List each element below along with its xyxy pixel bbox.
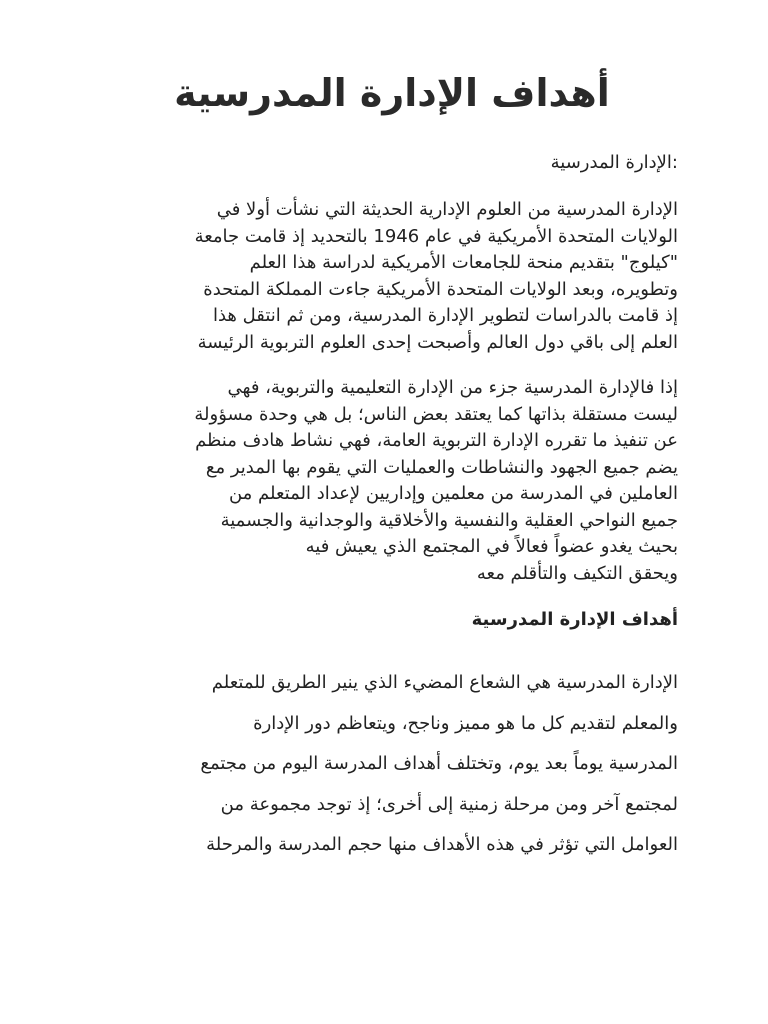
text-line: العوامل التي تؤثر في هذه الأهداف منها حجم المدرسة والمرحلة bbox=[206, 834, 678, 855]
text-line: "كيلوج" بتقديم منحة للجامعات الأمريكية لدراسة هذا العلم bbox=[249, 252, 678, 273]
text-line: الإدارة المدرسية هي الشعاع المضيء الذي ينير الطريق للمتعلم bbox=[211, 672, 678, 693]
text-line: الولايات المتحدة الأمريكية في عام 1946 بالتحديد إذ قامت جامعة bbox=[194, 225, 678, 247]
text-line: الإدارة المدرسية من العلوم الإدارية الحديثة التي نشأت أولا في bbox=[216, 199, 678, 220]
text-line: بحيث يغدو عضواً فعالاً في المجتمع الذي يعيش فيه bbox=[305, 536, 678, 557]
sub-heading: أهداف الإدارة المدرسية bbox=[471, 609, 678, 630]
text-line: جميع النواحي العقلية والنفسية والأخلاقية والوجدانية والجسمية bbox=[220, 509, 678, 531]
paragraph-history bbox=[96, 197, 678, 356]
paragraph-goals bbox=[96, 663, 678, 866]
text-line: المدرسية يوماً بعد يوم، وتختلف أهداف المدرسة اليوم من مجتمع bbox=[200, 753, 678, 774]
text-line: إذا فالإدارة المدرسية جزء من الإدارة التعليمية والتربوية، فهي bbox=[227, 377, 678, 398]
section-label: :الإدارة المدرسية bbox=[550, 152, 678, 173]
text-line: ويحقق التكيف والتأقلم معه bbox=[476, 562, 678, 584]
text-line: ليست مستقلة بذاتها كما يعتقد بعض الناس؛ بل هي وحدة مسؤولة bbox=[194, 403, 678, 425]
text-line: والمعلم لتقديم كل ما هو مميز وناجح، ويتعاظم دور الإدارة bbox=[253, 712, 678, 734]
text-line: إذ قامت بالدراسات لتطوير الإدارة المدرسية، ومن ثم انتقل هذا bbox=[212, 305, 678, 326]
text-line: العلم إلى باقي دول العالم وأصبحت إحدى العلوم التربوية الرئيسة bbox=[197, 331, 678, 353]
text-line: يضم جميع الجهود والنشاطات والعمليات التي يقوم بها المدير مع bbox=[205, 456, 678, 478]
paragraph-definition bbox=[96, 375, 678, 587]
text-line: وتطويره، وبعد الولايات المتحدة الأمريكية جاءت المملكة المتحدة bbox=[203, 278, 678, 300]
text-line: عن تنفيذ ما تقرره الإدارة التربوية العامة، فهي نشاط هادف منظم bbox=[195, 430, 678, 451]
text-line: لمجتمع آخر ومن مرحلة زمنية إلى أخرى؛ إذ توجد مجموعة من bbox=[220, 793, 678, 815]
page-title: أهداف الإدارة المدرسية bbox=[174, 71, 610, 115]
text-line: العاملين في المدرسة من معلمين وإداريين لإعداد المتعلم من bbox=[228, 483, 678, 504]
